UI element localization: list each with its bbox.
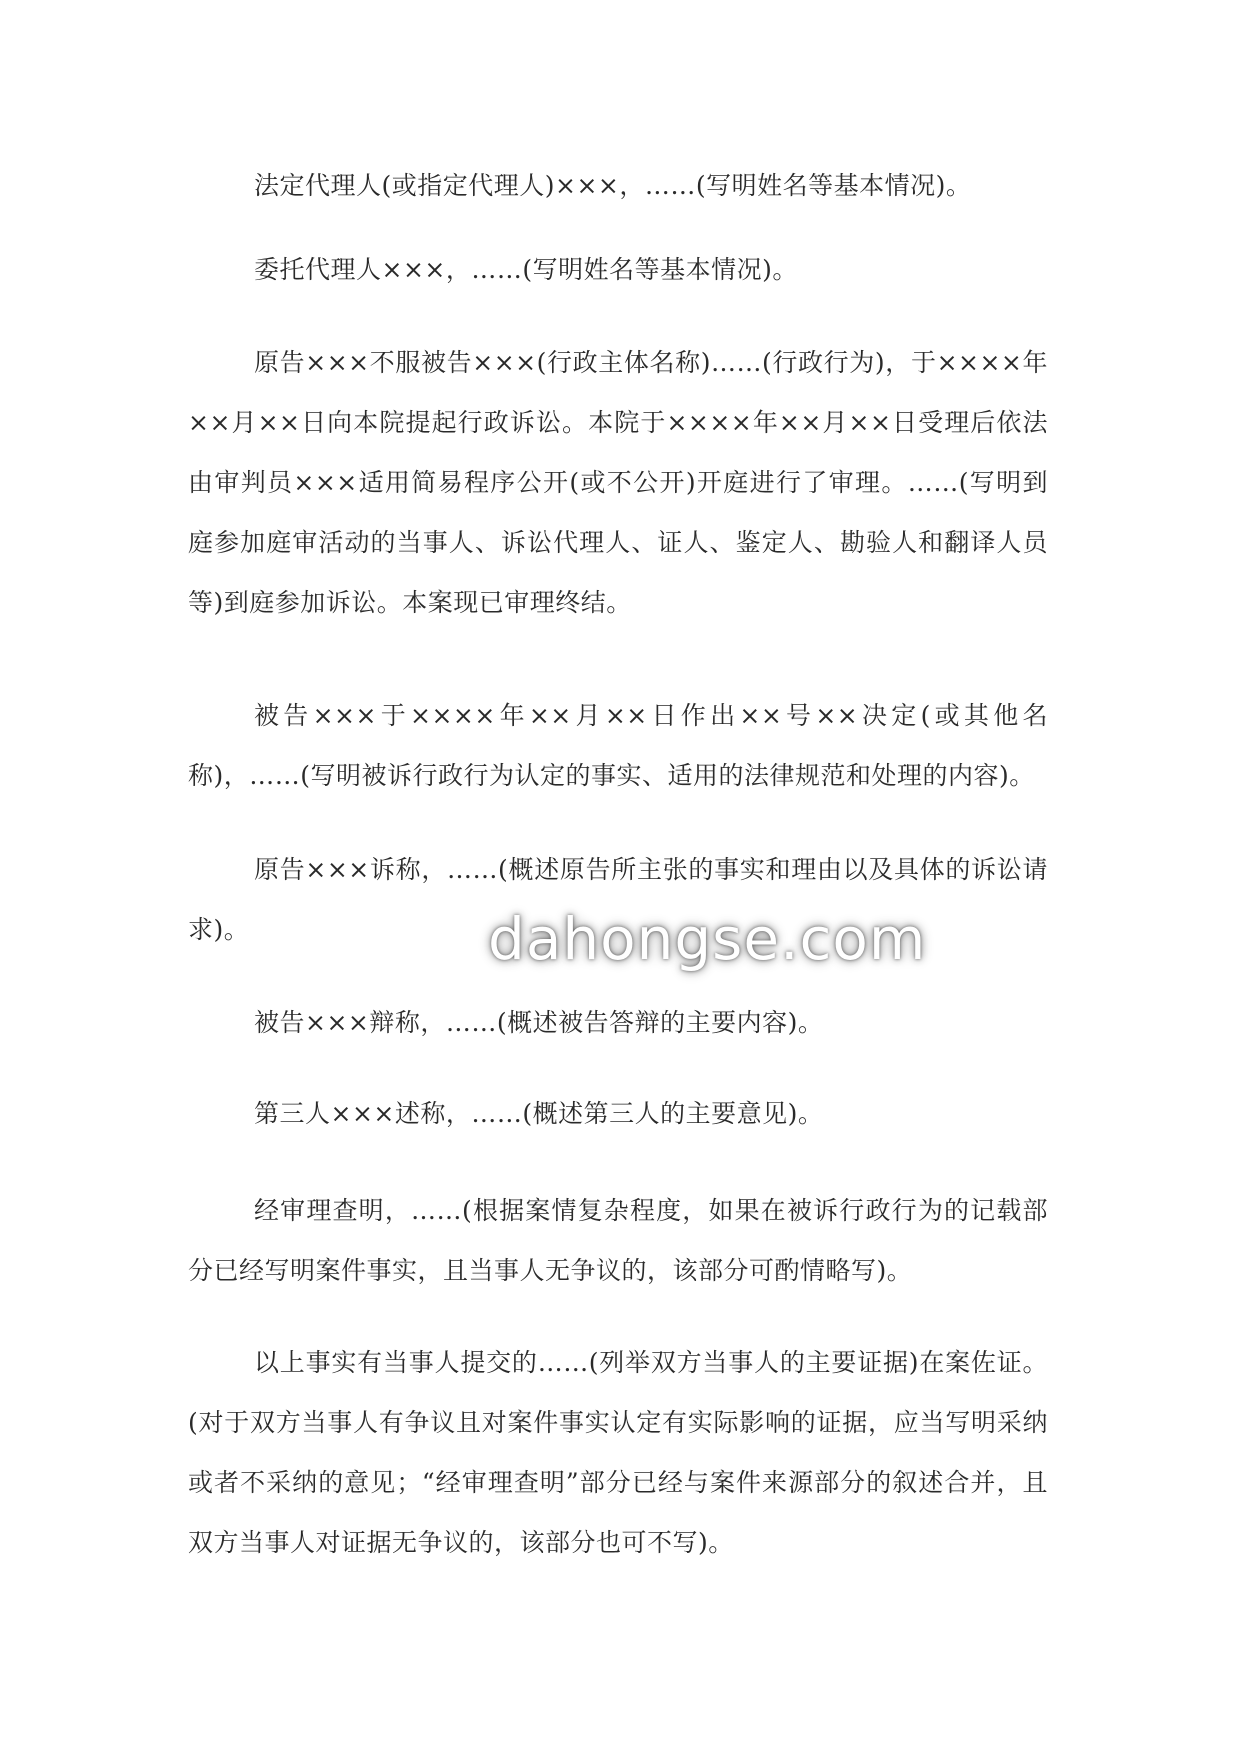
paragraph-case-source: 原告×××不服被告×××(行政主体名称)……(行政行为)，于××××年××月××日向本院提起行政诉讼。本院于××××年××月××日受理后依法由审判员×××适用简易程序公开(或不公开)开庭进行了审理。……(写明到庭参加庭审活动的当事人、诉讼代理人、证人、鉴定人、勘验人和翻译人员等)到庭参加诉讼。本案现已审理终结。 — [188, 348, 1048, 617]
paragraph-legal-representative: 法定代理人(或指定代理人)×××，……(写明姓名等基本情况)。 — [254, 171, 972, 200]
paragraph-entrusted-agent: 委托代理人×××，……(写明姓名等基本情况)。 — [254, 255, 798, 284]
watermark: dahongse.com — [488, 905, 927, 973]
paragraph-third-party: 第三人×××述称，……(概述第三人的主要意见)。 — [254, 1099, 824, 1128]
paragraph-defendant-defense: 被告×××辩称，……(概述被告答辩的主要内容)。 — [254, 1008, 824, 1037]
paragraph-findings: 经审理查明，……(根据案情复杂程度，如果在被诉行政行为的记载部分已经写明案件事实，且当事人无争议的，该部分可酌情略写)。 — [188, 1196, 1048, 1285]
paragraph-defendant-decision: 被告×××于××××年××月××日作出××号××决定(或其他名称)，……(写明被诉行政行为认定的事实、适用的法律规范和处理的内容)。 — [188, 701, 1048, 790]
paragraph-plaintiff-claim: 原告×××诉称，……(概述原告所主张的事实和理由以及具体的诉讼请求)。 — [188, 855, 1048, 944]
paragraph-evidence: 以上事实有当事人提交的……(列举双方当事人的主要证据)在案佐证。(对于双方当事人有争议且对案件事实认定有实际影响的证据，应当写明采纳或者不采纳的意见；“经审理查明”部分已经与案件来源部分的叙述合并，且双方当事人对证据无争议的，该部分也可不写)。 — [188, 1348, 1048, 1557]
